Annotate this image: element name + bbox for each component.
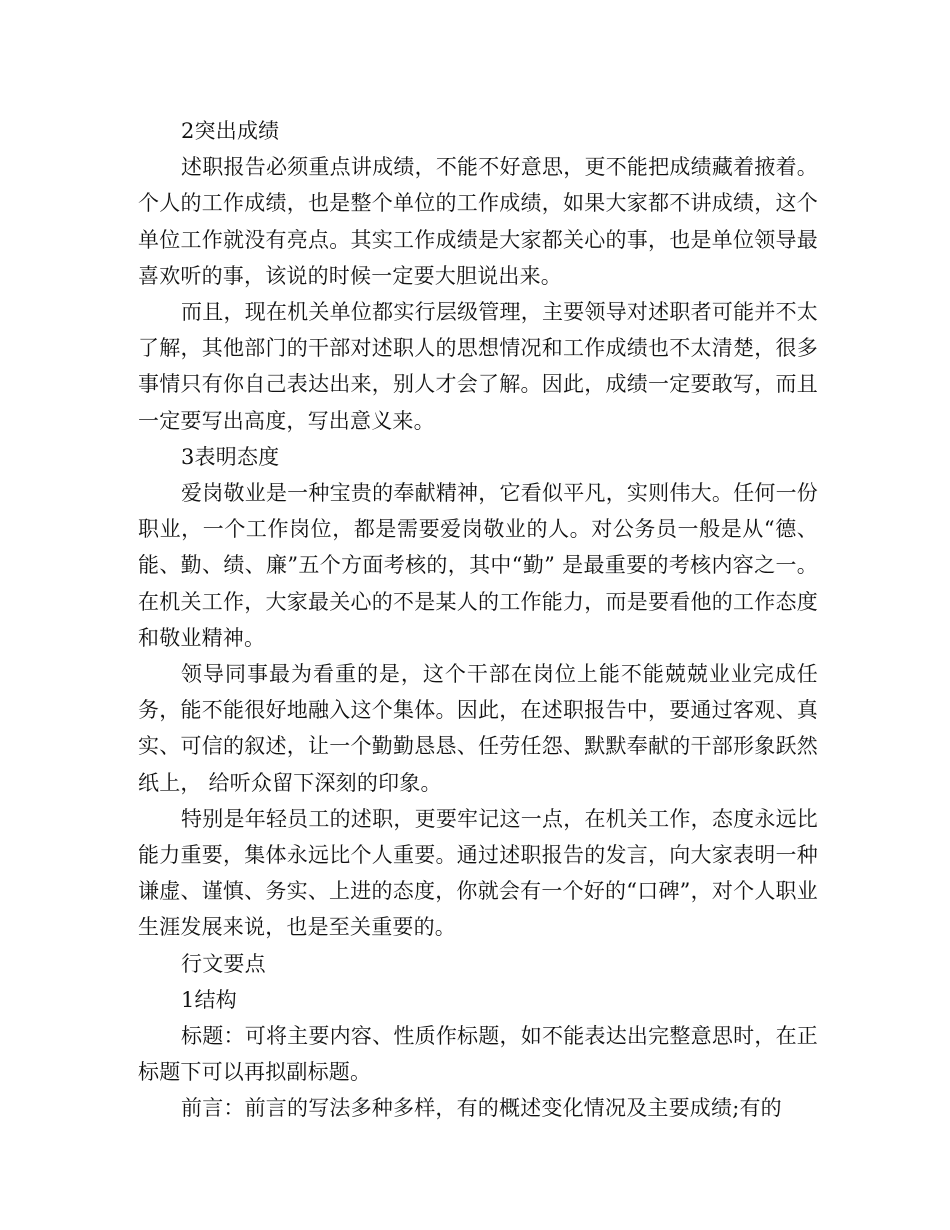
paragraph-title: 标题：可将主要内容、性质作标题，如不能表达出完整意思时，在正标题下可以再拟副标题。 <box>138 1024 818 1085</box>
section-heading-writing-points: 行文要点 <box>181 951 266 976</box>
paragraph-emphasize-achievements: 述职报告必须重点讲成绩，不能不好意思，更不能把成绩藏着掖着。个人的工作成绩，也是整个单位的工作成绩，如果大家都不讲成绩，这个单位工作就没有亮点。其实工作成绩是大家都关心的事，也是单位领导最喜欢听的事，该说的时候一定要大胆说出来。 <box>138 155 818 288</box>
paragraph-young-staff: 特别是年轻员工的述职，更要牢记这一点，在机关工作，态度永远比能力重要，集体永远比个人重要。通过述职报告的发言，向大家表明一种谦虚、谨慎、务实、上进的态度，你就会有一个好的“口碑”，对个人职业生涯发展来说，也是至关重要的。 <box>138 806 818 940</box>
section-heading-structure: 1结构 <box>181 987 237 1012</box>
paragraph-leaders-value: 领导同事最为看重的是，这个干部在岗位上能不能兢兢业业完成任务，能不能很好地融入这个集体。因此，在述职报告中，要通过客观、真实、可信的叙述，让一个勤勤恳恳、任劳任怨、默默奉献的干部形象跃然纸上， 给听众留下深刻的印象。 <box>138 662 818 795</box>
paragraph-preface: 前言：前言的写法多种多样，有的概述变化情况及主要成绩;有的 <box>181 1096 782 1121</box>
paragraph-dedication: 爱岗敬业是一种宝贵的奉献精神，它看似平凡，实则伟大。任何一份职业，一个工作岗位，都是需要爱岗敬业的人。对公务员一般是从“德、能、勤、绩、廉”五个方面考核的，其中“勤” 是最重要的考核内容之一。在机关工作，大家最关心的不是某人的工作能力，而是要看他的工作态度和敬业精神。 <box>138 481 818 650</box>
section-heading-express-attitude: 3表明态度 <box>181 444 280 469</box>
section-heading-outstanding-achievements: 2突出成绩 <box>181 119 280 143</box>
paragraph-hierarchical-management: 而且，现在机关单位都实行层级管理，主要领导对述职者可能并不太了解，其他部门的干部对述职人的思想情况和工作成绩也不太清楚，很多事情只有你自己表达出来，别人才会了解。因此，成绩一定要敢写，而且一定要写出高度，写出意义来。 <box>138 300 818 433</box>
document-body <box>138 113 818 1127</box>
